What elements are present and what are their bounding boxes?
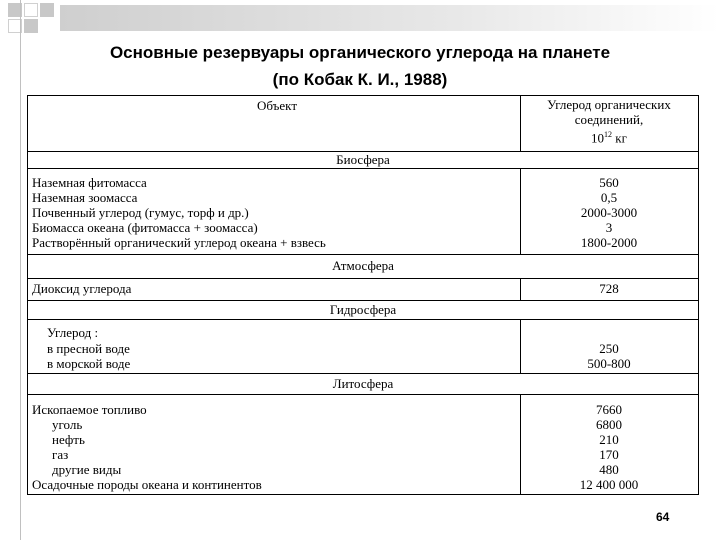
unit-exponent: 12: [604, 130, 613, 139]
decor-vertical-line: [20, 0, 21, 540]
row-divider: [27, 168, 699, 169]
row-value: 210: [599, 432, 619, 447]
section-title-lithosphere: Литосфера: [332, 376, 394, 391]
row-value: 3: [605, 220, 613, 235]
slide-subtitle: (по Кобак К. И., 1988): [272, 70, 448, 89]
decor-square: [24, 3, 38, 17]
row-value: 2000-3000: [580, 205, 638, 220]
row-divider: [27, 278, 699, 279]
row-value: 560: [599, 175, 619, 190]
row-value: 500-800: [587, 356, 631, 371]
row-divider: [27, 394, 699, 395]
row-value: 7660: [596, 402, 622, 417]
unit-base: 10: [591, 130, 605, 146]
row-name: уголь: [52, 417, 83, 432]
row-name: Наземная фитомасса: [32, 175, 147, 190]
row-value: 1800-2000: [580, 235, 638, 250]
row-value: 728: [599, 281, 619, 296]
table-border-top: [27, 95, 699, 96]
row-value: 0,5: [600, 190, 618, 205]
row-name: Ископаемое топливо: [32, 402, 147, 417]
row-name: Диоксид углерода: [32, 281, 132, 296]
row-value: 12 400 000: [579, 477, 639, 492]
row-value: 6800: [596, 417, 622, 432]
row-divider: [27, 373, 699, 374]
row-divider: [27, 300, 699, 301]
row-name: Растворённый органический углерод океана + взвесь: [32, 235, 326, 250]
table-border-bottom: [27, 494, 699, 495]
page-number: 64: [656, 510, 670, 524]
row-divider: [27, 319, 699, 320]
row-label: Углерод :: [47, 325, 99, 340]
row-divider: [27, 254, 699, 255]
decor-gradient-bar: [60, 5, 720, 31]
section-title-atmosphere: Атмосфера: [332, 258, 394, 273]
header-object: Объект: [257, 98, 297, 113]
row-name: газ: [52, 447, 69, 462]
row-name: Биомасса океана (фитомасса + зоомасса): [32, 220, 258, 235]
header-carbon-line2: соединений,: [574, 112, 644, 127]
decor-square: [24, 19, 38, 33]
header-carbon-unit: [521, 127, 697, 145]
row-name: в пресной воде: [47, 341, 130, 356]
row-value: 480: [599, 462, 619, 477]
row-name: нефть: [52, 432, 85, 447]
row-name: Наземная зоомасса: [32, 190, 138, 205]
row-name: Почвенный углерод (гумус, торф и др.): [32, 205, 249, 220]
decor-square: [40, 3, 54, 17]
row-name: Осадочные породы океана и континентов: [32, 477, 262, 492]
row-value: 170: [599, 447, 619, 462]
row-name: другие виды: [52, 462, 122, 477]
carbon-reservoirs-table: [27, 95, 699, 495]
unit-tail: кг: [612, 130, 627, 146]
row-name: в морской воде: [47, 356, 131, 371]
slide-decoration: [0, 0, 720, 40]
slide-title: Основные резервуары органического углерода на планете: [109, 43, 611, 62]
header-carbon-line1: Углерод органических: [547, 97, 671, 112]
row-value: 250: [599, 341, 619, 356]
section-title-hydrosphere: Гидросфера: [329, 302, 397, 317]
section-title-biosphere: Биосфера: [336, 152, 390, 167]
